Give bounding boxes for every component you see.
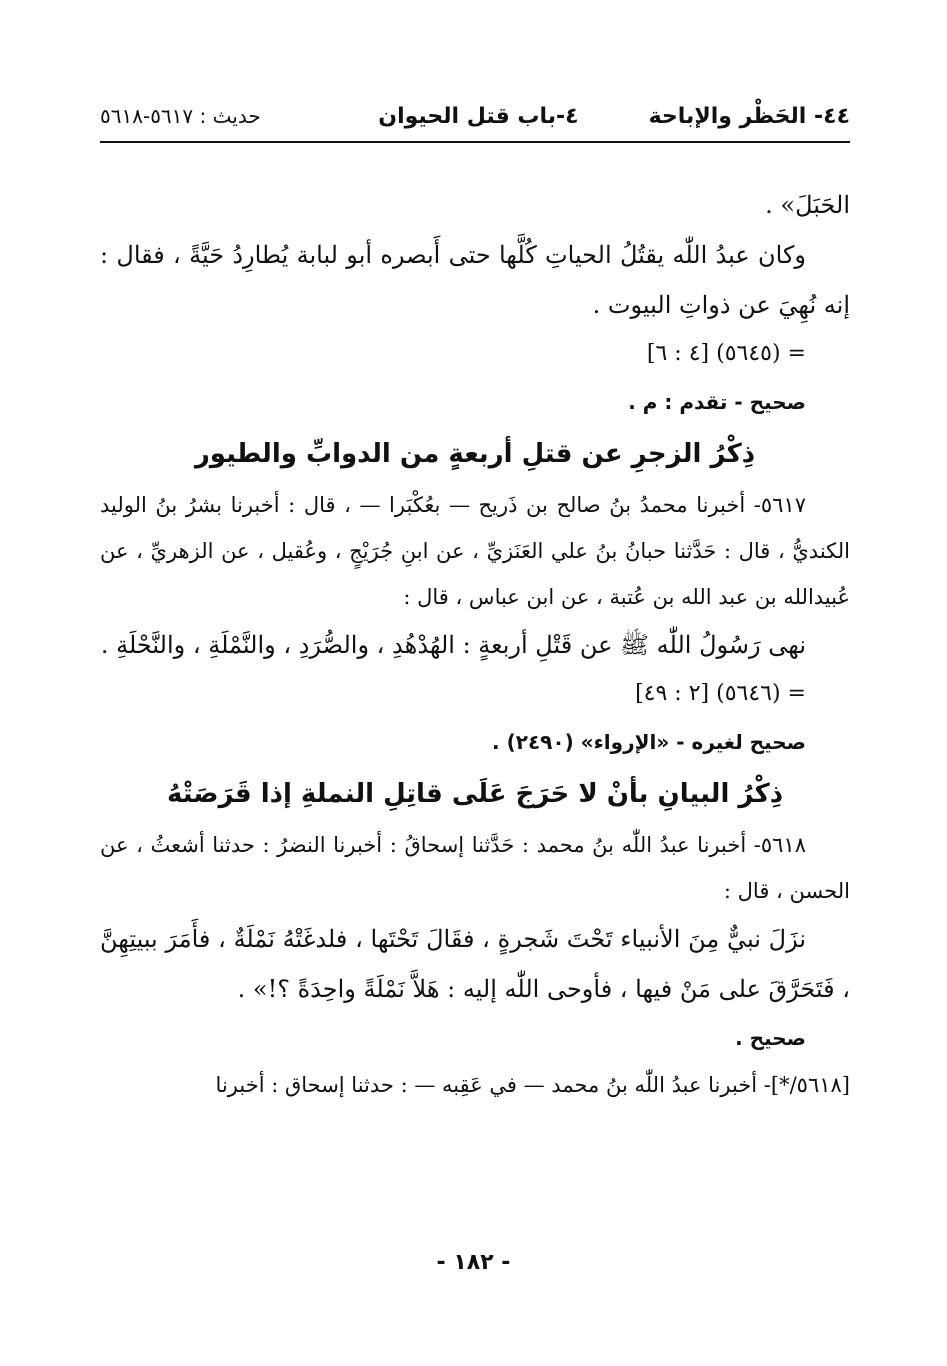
hadith-grade: صحيح .	[735, 1026, 806, 1050]
cross-reference: = (٥٦٤٥) [٤ : ٦]	[646, 341, 806, 366]
paragraph-text: وكان عبدُ اللّٰه يقتُلُ الحياتِ كُلَّها حتى أَبصره أبو لبابة يُطارِدُ حَيَّةً ، فقال : إنه نُهِيَ عن ذواتِ البيوت .	[100, 241, 850, 319]
hadith-matn: نزَلَ نبيٌّ مِنَ الأنبياء تَحْتَ شَجرةٍ ، فقَالَ تَحْتَها ، فلدغَتْهُ نَمْلَةٌ ، فأَمَرَ ببيتِهِنَّ ، فَتَحَرَّقَ على مَنْ فيها ، فأوحى اللّٰه إليه : هَلاَّ نَمْلَةً واحِدَةً ؟!» .	[100, 925, 850, 1003]
book-section-title: ٤٤- الحَظْر والإباحة	[648, 103, 850, 129]
hadith-grade: صحيح لغيره - «الإرواء» (٢٤٩٠) .	[492, 730, 806, 754]
section-heading: ذِكْرُ البيانِ بأنْ لا حَرَجَ عَلَى قاتِلِ النملةِ إذا قَرَصَتْهُ	[166, 779, 784, 809]
cross-reference: = (٥٦٤٦) [٢ : ٤٩]	[635, 681, 806, 706]
section-heading: ذِكْرُ الزجرِ عن قتلِ أربعةٍ من الدوابِّ والطيور	[194, 439, 756, 469]
hadith-range: حديث : ٥٦١٧-٥٦١٨	[100, 104, 261, 128]
page-number: - ١٨٢ -	[436, 1250, 511, 1275]
header-rule	[100, 141, 850, 143]
running-header	[100, 96, 850, 136]
page-body	[100, 180, 850, 1108]
hadith-isnad: [٥٦١٨/*]- أخبرنا عبدُ اللّٰه بنُ محمد — في عَقِبه — : حدثنا إسحاق : أخبرنا	[215, 1073, 850, 1097]
continuation-line: الحَبَلَ» .	[765, 191, 850, 219]
hadith-grade: صحيح - تقدم : م .	[628, 390, 806, 414]
hadith-isnad: ٥٦١٨- أخبرنا عبدُ اللّٰه بنُ محمد : حَدَّثنا إسحاقُ : أخبرنا النضرُ : حدثنا أشعثُ ، عن الحسن ، قال :	[100, 833, 850, 903]
chapter-title: ٤-باب قتل الحيوان	[378, 103, 579, 129]
hadith-matn: نهى رَسُولُ اللّٰه ﷺ عن قَتْلِ أربعةٍ : الهُدْهُدِ ، والصُّرَدِ ، والنَّمْلَةِ ، والنَّحْلَةِ .	[100, 631, 806, 659]
header-right	[378, 104, 850, 129]
hadith-isnad: ٥٦١٧- أخبرنا محمدُ بنُ صالح بن ذَريح — بعُكْبَرا — ، قال : أخبرنا بشرُ بنُ الوليد الكنديُّ ، قال : حَدَّثنا حبانُ بنُ علي العَنَزيِّ ، عن ابنِ جُرَيْجٍ ، وعُقيل ، عن الزهريِّ ، عن عُبيدالله بن عبد الله بن عُتبة ، عن ابن عباس ، قال :	[100, 493, 850, 609]
